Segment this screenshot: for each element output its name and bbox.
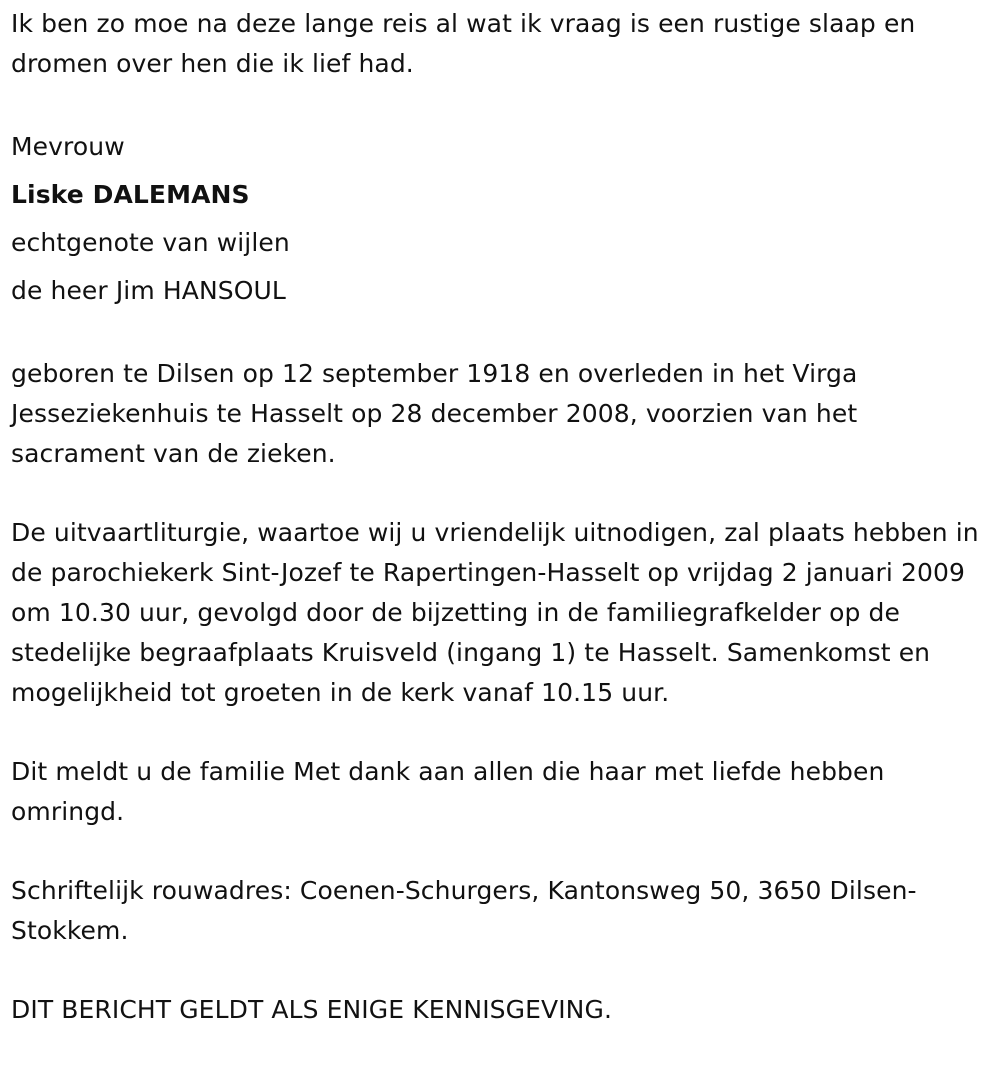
spacer [11,315,991,354]
relation-text: echtgenote van wijlen [11,228,290,257]
opening-quote: Ik ben zo moe na deze lange reis al wat ik vraag is een rustige slaap en dromen over hen die ik lief had. [11,9,916,78]
spouse-name: de heer Jim HANSOUL [11,276,286,305]
spacer [11,951,991,990]
spacer [11,474,991,513]
closing-statement: DIT BERICHT GELDT ALS ENIGE KENNISGEVING. [11,995,612,1024]
spacer [11,832,991,871]
address-paragraph: Schriftelijk rouwadres: Coenen-Schurgers, Kantonsweg 50, 3650 Dilsen-Stokkem. [11,876,917,945]
birth-death-paragraph: geboren te Dilsen op 12 september 1918 en overleden in het Virga Jesseziekenhuis te Hasselt op 28 december 2008, voorzien van het sacrament van de zieken. [11,359,858,468]
family-paragraph: Dit meldt u de familie Met dank aan allen die haar met liefde hebben omringd. [11,757,885,826]
death-notice [11,4,991,1030]
spacer [11,84,991,123]
funeral-paragraph: De uitvaartliturgie, waartoe wij u vriendelijk uitnodigen, zal plaats hebben in de parochiekerk Sint-Jozef te Rapertingen-Hasselt op vrijdag 2 januari 2009 om 10.30 uur, gevolgd door de bijzetting in de familiegrafkelder op de stedelijke begraafplaats Kruisveld (ingang 1) te Hasselt. Samenkomst en mogelijkheid tot groeten in de kerk vanaf 10.15 uur. [11,518,979,707]
spacer [11,713,991,752]
salutation: Mevrouw [11,132,125,161]
deceased-name: Liske DALEMANS [11,180,250,209]
